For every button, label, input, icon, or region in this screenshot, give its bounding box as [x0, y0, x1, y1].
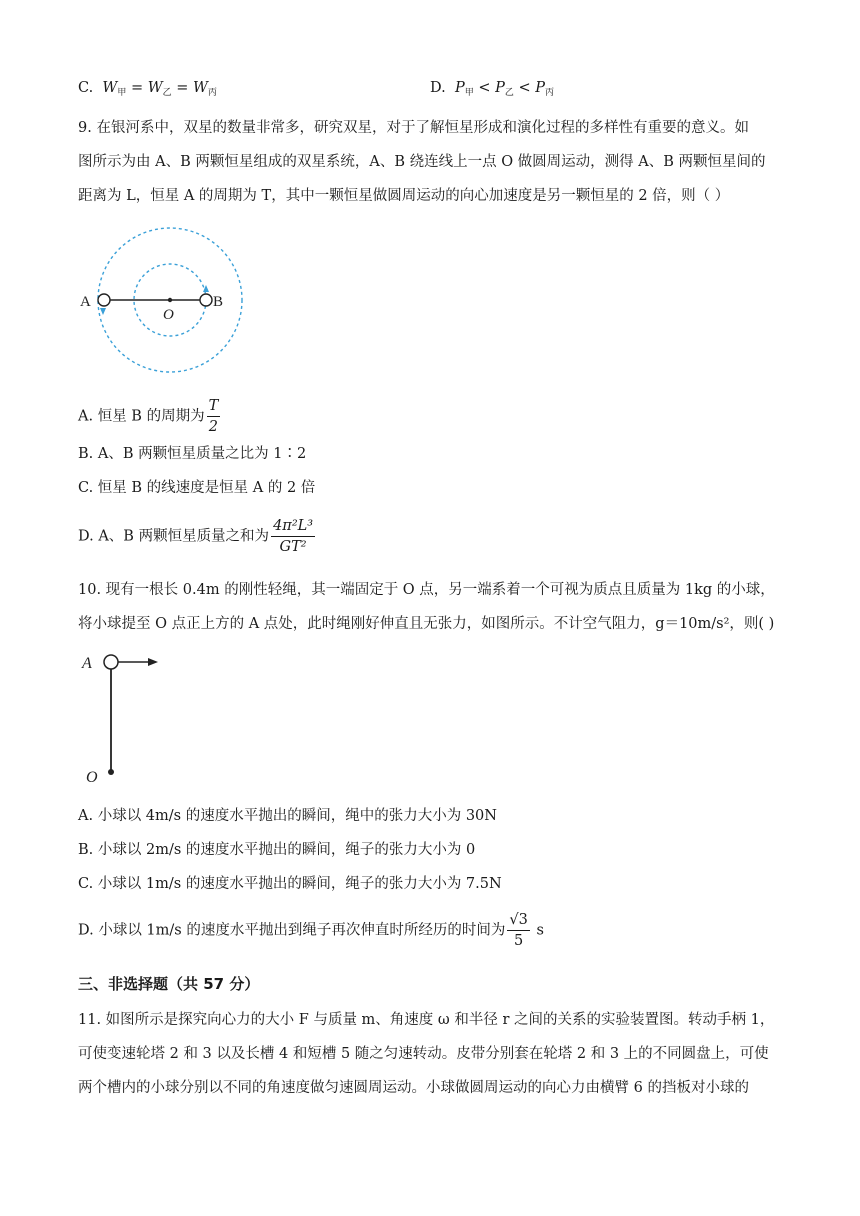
- label-a: A: [80, 294, 91, 310]
- q11-line2: 可使变速轮塔 2 和 3 以及长槽 4 和短槽 5 随之匀速转动。皮带分别套在轮塔 2 和 3 上的不同圆盘上，可使: [78, 1046, 769, 1062]
- label-b: B: [213, 294, 224, 310]
- q10-option-b: B. 小球以 2m/s 的速度水平抛出的瞬间，绳子的张力大小为 0: [78, 842, 476, 858]
- center-o-dot: [168, 298, 172, 302]
- q10-option-c: C. 小球以 1m/s 的速度水平抛出的瞬间，绳子的张力大小为 7.5N: [78, 876, 502, 892]
- q9-option-a: A. 恒星 B 的周期为 $\frac{T}{2}$: [78, 398, 219, 435]
- star-b: [200, 294, 212, 306]
- pendulum-diagram: [78, 648, 178, 788]
- q9-option-d: D. A、B 两颗恒星质量之和为 $\frac{\text{4π²L³}}{\text{GT²}}$: [78, 518, 314, 555]
- q11-line1: 11. 如图所示是探究向心力的大小 F 与质量 m、角速度 ω 和半径 r 之间的关系的实验装置图。转动手柄 1，: [78, 1012, 775, 1028]
- velocity-arrowhead: [148, 658, 158, 666]
- binary-star-diagram: [70, 222, 260, 382]
- q9-stem-line1: 9. 在银河系中，双星的数量非常多，研究双星，对于了解恒星形成和演化过程的多样性有重要的意义。如: [78, 120, 749, 136]
- ball: [104, 655, 118, 669]
- q10-option-d: D. 小球以 1m/s 的速度水平抛出到绳子再次伸直时所经历的时间为 $\frac{√3}{5}$ s: [78, 912, 544, 949]
- pivot-o: [108, 769, 114, 775]
- orbit-arrow-a: [100, 308, 106, 315]
- label-o: O: [86, 769, 98, 786]
- q8-option-c: C. $W_甲 = W_乙 = W_丙$: [78, 80, 217, 98]
- q9-stem-line3: 距离为 L，恒星 A 的周期为 T，其中一颗恒星做圆周运动的向心加速度是另一颗恒星的 2 倍，则（ ）: [78, 188, 730, 204]
- q8-option-d: D. $P_甲 < P_乙 < P_丙$: [430, 80, 555, 98]
- q10-stem-line2: 将小球提至 O 点正上方的 A 点处，此时绳刚好伸直且无张力，如图所示。不计空气阻力，g＝10m/s²，则( ): [78, 616, 775, 632]
- section-heading: 三、非选择题（共 57 分）: [78, 975, 260, 993]
- q9-stem-line2: 图所示为由 A、B 两颗恒星组成的双星系统，A、B 绕连线上一点 O 做圆周运动，测得 A、B 两颗恒星间的: [78, 154, 766, 170]
- q9-option-c: C. 恒星 B 的线速度是恒星 A 的 2 倍: [78, 480, 316, 496]
- q10-stem-line1: 10. 现有一根长 0.4m 的刚性轻绳，其一端固定于 O 点，另一端系着一个可视为质点且质量为 1kg 的小球，: [78, 582, 775, 598]
- q9-option-b: B. A、B 两颗恒星质量之比为 1∶2: [78, 446, 307, 462]
- q10-option-a: A. 小球以 4m/s 的速度水平抛出的瞬间，绳中的张力大小为 30N: [78, 808, 497, 824]
- label-a: A: [82, 655, 92, 672]
- q11-line3: 两个槽内的小球分别以不同的角速度做匀速圆周运动。小球做圆周运动的向心力由横臂 6 的挡板对小球的: [78, 1080, 749, 1096]
- star-a: [98, 294, 110, 306]
- label-o: O: [163, 307, 174, 323]
